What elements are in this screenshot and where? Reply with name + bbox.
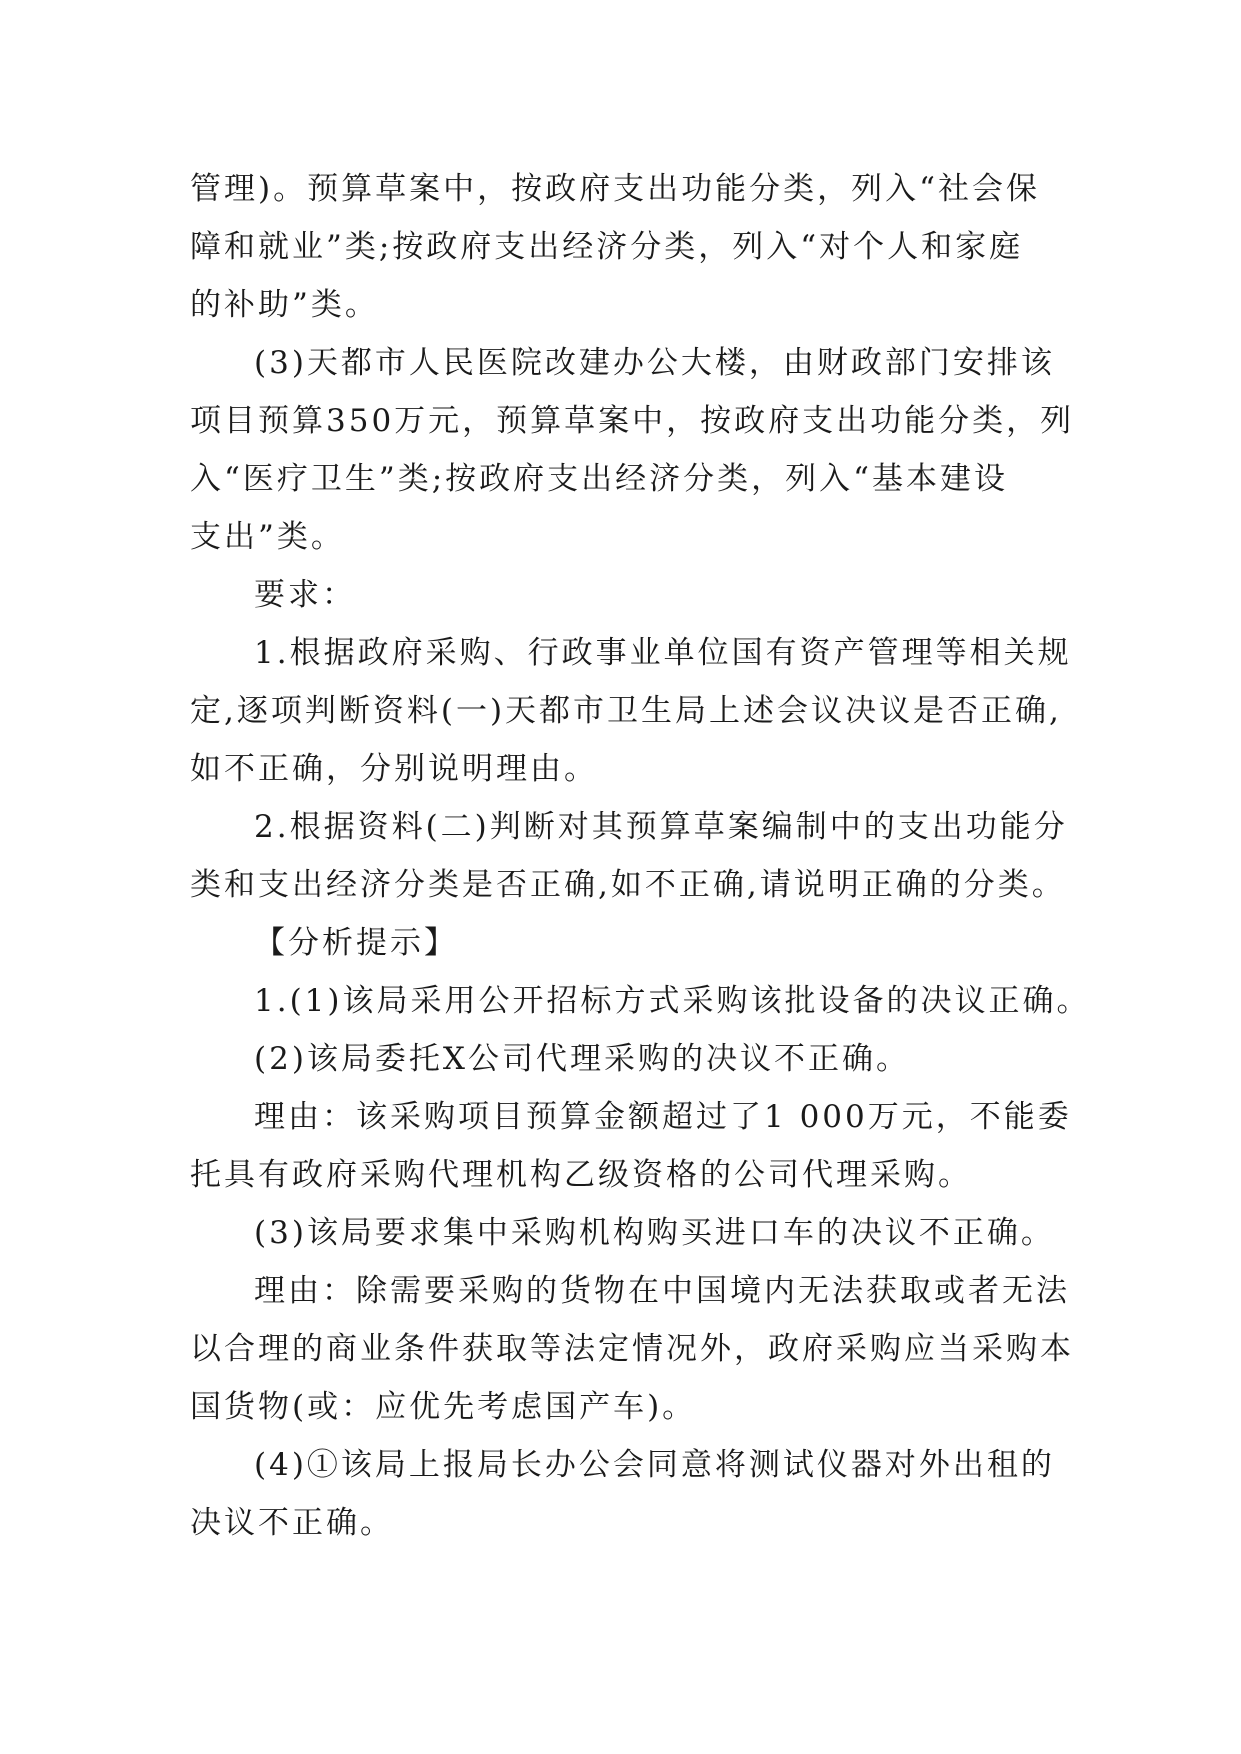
text-line: 类和支出经济分类是否正确,如不正确,请说明正确的分类。: [190, 867, 1066, 903]
text-line: 理由：该采购项目预算金额超过了1 000万元，不能委: [254, 1099, 1072, 1135]
paragraph-requirement-1: [190, 624, 1072, 798]
text-line: 2.根据资料(二)判断对其预算草案编制中的支出功能分: [254, 809, 1068, 845]
text-line: (3)该局要求集中采购机构购买进口车的决议不正确。: [254, 1215, 1055, 1251]
text-line: 1.根据政府采购、行政事业单位国有资产管理等相关规: [254, 635, 1072, 671]
text-line: 如不正确，分别说明理由。: [190, 751, 598, 787]
text-line: 障和就业”类;按政府支出经济分类，列入“对个人和家庭: [190, 229, 1024, 265]
paragraph-analysis-1-4: [190, 1436, 1060, 1552]
text-line: 入“医疗卫生”类;按政府支出经济分类，列入“基本建设: [190, 461, 1008, 497]
text-line: 定,逐项判断资料(一)天都市卫生局上述会议决议是否正确,: [190, 693, 1062, 729]
paragraph-requirement-2: [190, 798, 1068, 914]
paragraph-reason-1-3: [190, 1262, 1074, 1436]
text-line: 的补助”类。: [190, 287, 379, 323]
paragraph-analysis-heading: [190, 914, 1060, 972]
text-line: 理由：除需要采购的货物在中国境内无法获取或者无法: [254, 1273, 1070, 1309]
text-line: 管理)。预算草案中，按政府支出功能分类，列入“社会保: [190, 171, 1040, 207]
text-line: 支出”类。: [190, 519, 345, 555]
text-line: (3)天都市人民医院改建办公大楼，由财政部门安排该: [254, 345, 1055, 381]
paragraph-hospital-renovation: [190, 334, 1075, 566]
document-body: [190, 160, 1091, 1552]
paragraph-requirements-heading: [190, 566, 1060, 624]
text-line: 以合理的商业条件获取等法定情况外，政府采购应当采购本: [190, 1331, 1074, 1367]
paragraph-analysis-1-1: [190, 972, 1091, 1030]
paragraph-reason-1-2: [190, 1088, 1072, 1204]
paragraph-analysis-1-3: [190, 1204, 1060, 1262]
text-line: (2)该局委托X公司代理采购的决议不正确。: [254, 1041, 910, 1077]
text-line: (4)①该局上报局长办公会同意将测试仪器对外出租的: [254, 1447, 1055, 1483]
text-line: 【分析提示】: [254, 925, 458, 961]
text-line: 要求：: [254, 577, 356, 613]
text-line: 项目预算350万元，预算草案中，按政府支出功能分类，列: [190, 403, 1075, 439]
paragraph-budget-social-security: [190, 160, 1060, 334]
text-line: 国货物(或：应优先考虑国产车)。: [190, 1389, 697, 1425]
text-line: 1.(1)该局采用公开招标方式采购该批设备的决议正确。: [254, 983, 1091, 1019]
text-line: 决议不正确。: [190, 1505, 394, 1541]
paragraph-analysis-1-2: [190, 1030, 1060, 1088]
text-line: 托具有政府采购代理机构乙级资格的公司代理采购。: [190, 1157, 972, 1193]
